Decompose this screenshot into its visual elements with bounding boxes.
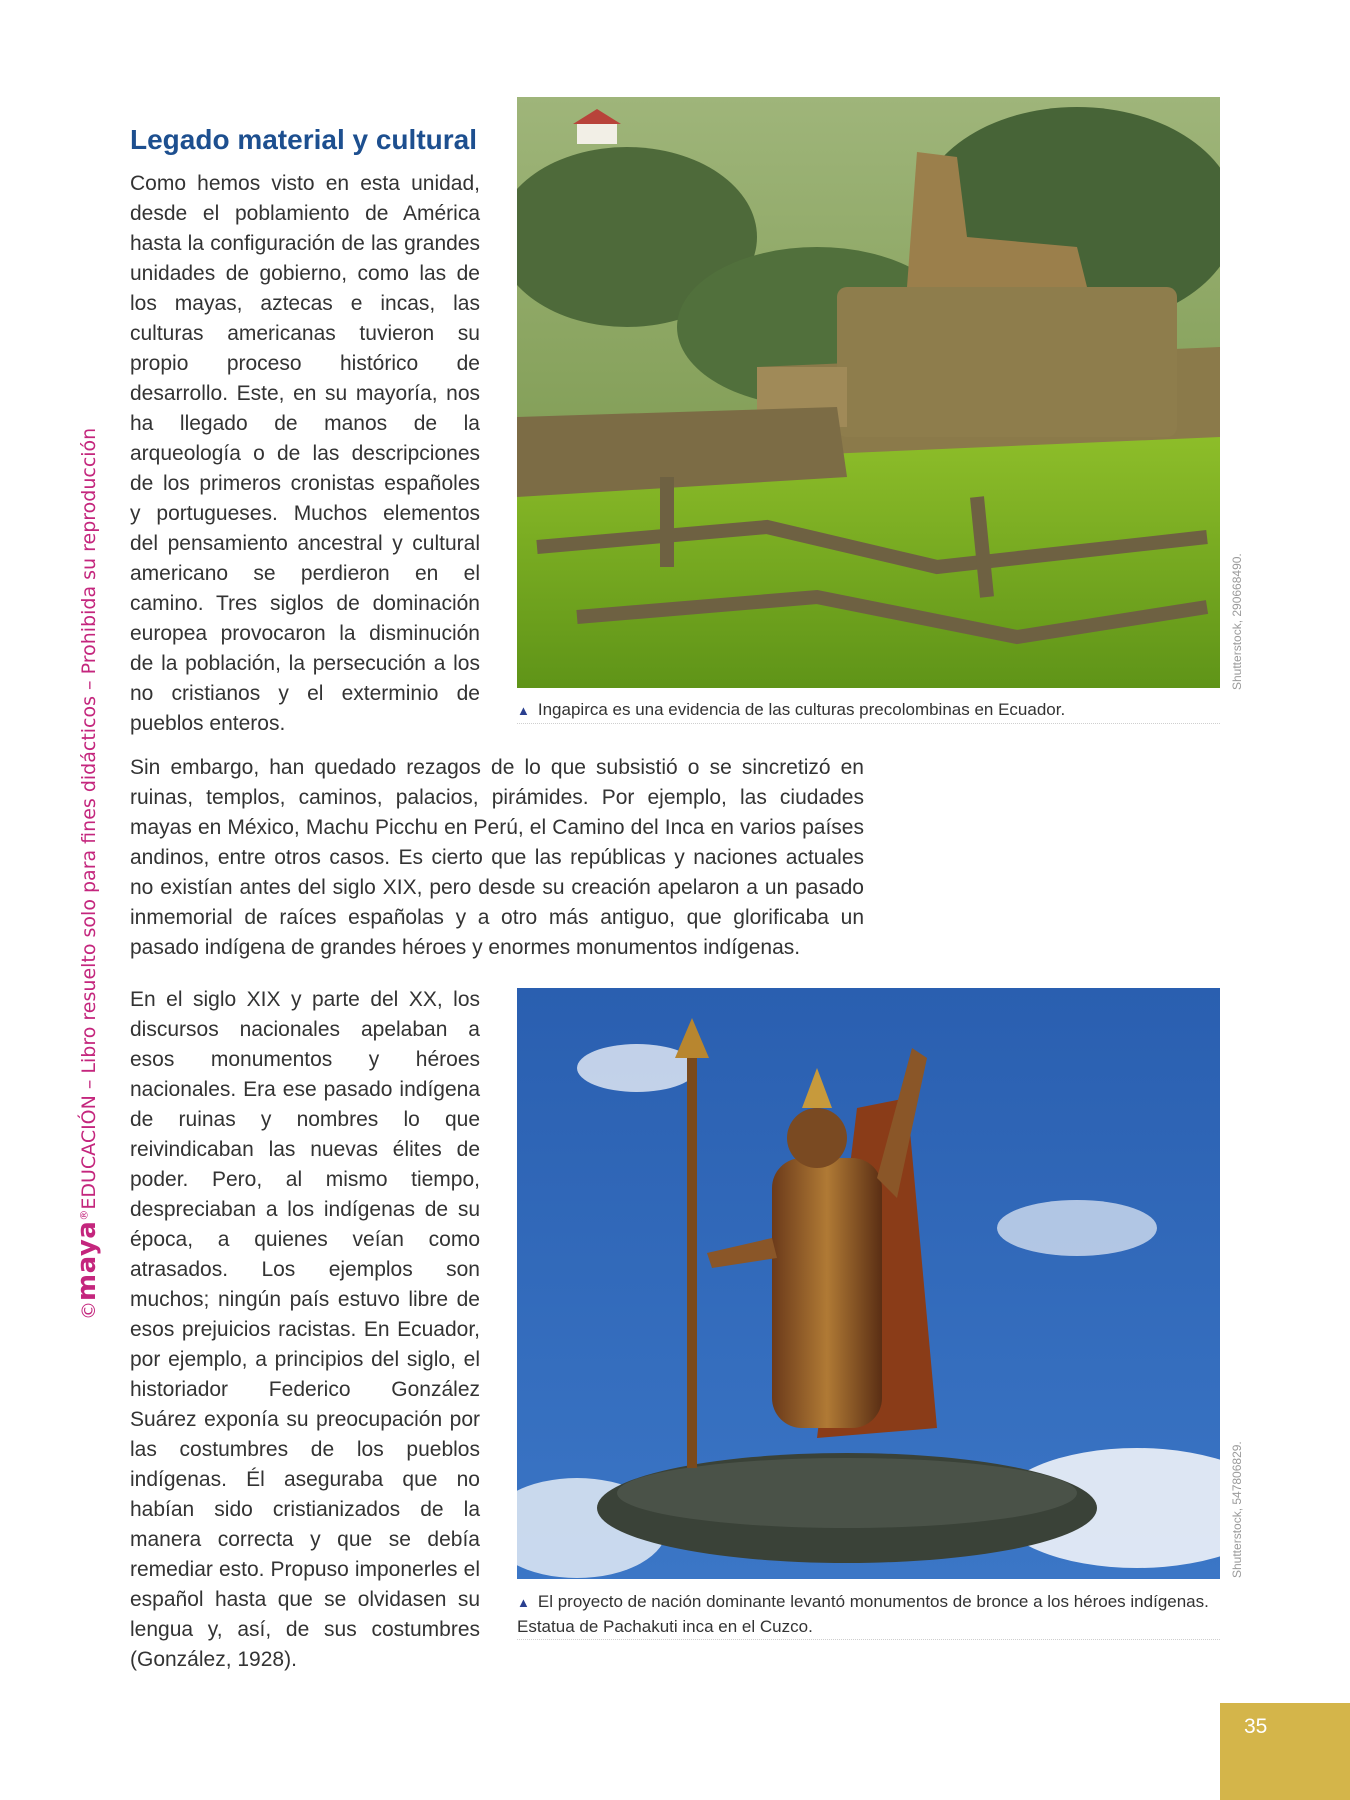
pachakuti-statue-illustration [517,988,1220,1579]
photo-credit-2: Shutterstock, 547806829. [1230,1441,1244,1578]
page-number-tab [1220,1703,1350,1800]
caption-marker-icon: ▲ [517,1595,530,1610]
page-number: 35 [1244,1715,1268,1738]
caption-text-2: El proyecto de nación dominante levantó monumentos de bronce a los héroes indígenas. Estatua de Pachakuti inca en el Cuzco. [517,1592,1209,1636]
ingapirca-illustration [517,97,1220,688]
ingapirca-photo [517,97,1220,688]
caption-text-1: Ingapirca es una evidencia de las culturas precolombinas en Ecuador. [537,700,1066,719]
copyright-symbol: © [78,1301,100,1320]
publisher-logo: maya [72,1220,102,1301]
figure-caption-2 [517,1590,1220,1640]
copyright-rail [72,428,102,1320]
body-paragraph-2: Sin embargo, han quedado rezagos de lo que subsistió o se sincretizó en ruinas, templos, caminos, palacios, pirámides. Por ejemplo, las ciudades mayas en México, Machu Picchu en Perú, el Camino del Inca en varios países andinos, entre otros casos. Es cierto que las repúblicas y naciones actuales no existían antes del siglo XIX, pero desde su creación apelaron a un pasado inmemorial de raíces españolas y a otro más antiguo, que glorificaba un pasado indígena de grandes héroes y enormes monumentos indígenas. [130,756,864,959]
copyright-text: EDUCACIÓN – Libro resuelto solo para fines didácticos – Prohibida su reproducción [78,427,100,1210]
photo-credit-1: Shutterstock, 290668490. [1230,553,1244,690]
figure-caption-1 [517,698,1220,724]
section-title: Legado material y cultural [130,124,477,155]
pachakuti-statue-photo [517,988,1220,1579]
body-paragraph-3: En el siglo XIX y parte del XX, los discursos nacionales apelaban a esos monumentos y héroes nacionales. Era ese pasado indígena de ruinas y nombres lo que reivindicaban las nuevas élites de poder. Pero, al mismo tiempo, despreciaban a los indígenas de su época, a quienes veían como atrasados. Los ejemplos son muchos; ningún país estuvo libre de esos prejuicios racistas. En Ecuador, por ejemplo, a principios del siglo, el historiador Federico González Suárez exponía su preocupación por las costumbres de los pueblos indígenas. Él aseguraba que no habían sido cristianizados de la manera correcta y que se debía remediar esto. Propuso imponerles el español hasta que se olvidasen su lengua y, así, de sus costumbres (González, 1928). [130,988,480,1671]
body-paragraph-1: Como hemos visto en esta unidad, desde el poblamiento de América hasta la configuración de las grandes unidades de gobierno, como las de los mayas, aztecas e incas, las culturas americanas tuvieron su propio proceso histórico de desarrollo. Este, en su mayoría, nos ha llegado de manos de la arqueología o de las descripciones de los primeros cronistas españoles y portugueses. Muchos elementos del pensamiento ancestral y cultural americano se perdieron en el camino. Tres siglos de dominación europea provocaron la disminución de la población, la persecución a los no cristianos y el exterminio de pueblos enteros. [130,172,480,735]
caption-marker-icon: ▲ [517,703,530,718]
registered-mark: ® [77,1209,91,1221]
